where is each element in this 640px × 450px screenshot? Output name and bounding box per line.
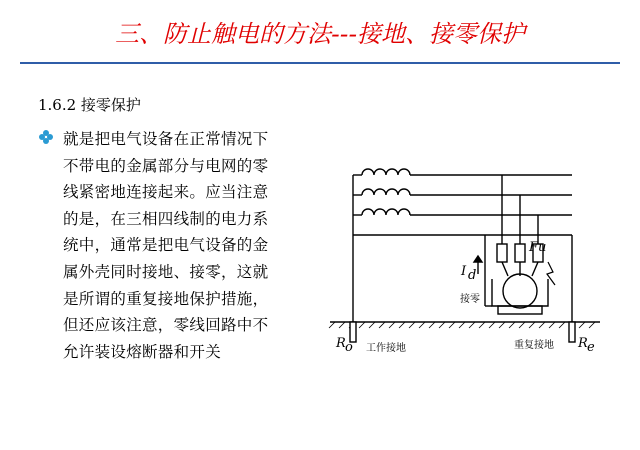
repeat-ground-rod — [569, 322, 575, 342]
fuse-a — [497, 244, 507, 262]
working-ground-label: 工作接地 — [366, 343, 406, 354]
re-subscript: e — [587, 340, 595, 355]
slide-title: 三、防止触电的方法---接地、接零保护 — [115, 20, 525, 48]
working-ground-rod — [350, 322, 356, 342]
fuse-label: Fu — [529, 240, 547, 255]
section-heading: 1.6.2 接零保护 — [38, 96, 141, 114]
r0-subscript: o — [345, 340, 353, 355]
bullet-text: 就是把电气设备在正常情况下不带电的金属部分与电网的零线紧密地连接起来。应当注意的是，在三相四线制的电力系统中，通常是把电气设备的金属外壳同时接地、接零，这就是所谓的重复接地保护措施，但还应该注意，零线回路中不允许装设熔断器和开关 — [63, 130, 269, 361]
re-label: R — [578, 336, 588, 351]
neutral-connection-label: 接零 — [460, 294, 480, 305]
transformer-coil-icon — [362, 169, 410, 215]
r0-label: R — [336, 336, 346, 351]
fuse-b — [515, 244, 525, 262]
current-label: I — [461, 264, 467, 279]
motor-icon — [503, 274, 537, 308]
repeat-ground-label: 重复接地 — [514, 340, 554, 351]
current-subscript: d — [468, 268, 477, 283]
